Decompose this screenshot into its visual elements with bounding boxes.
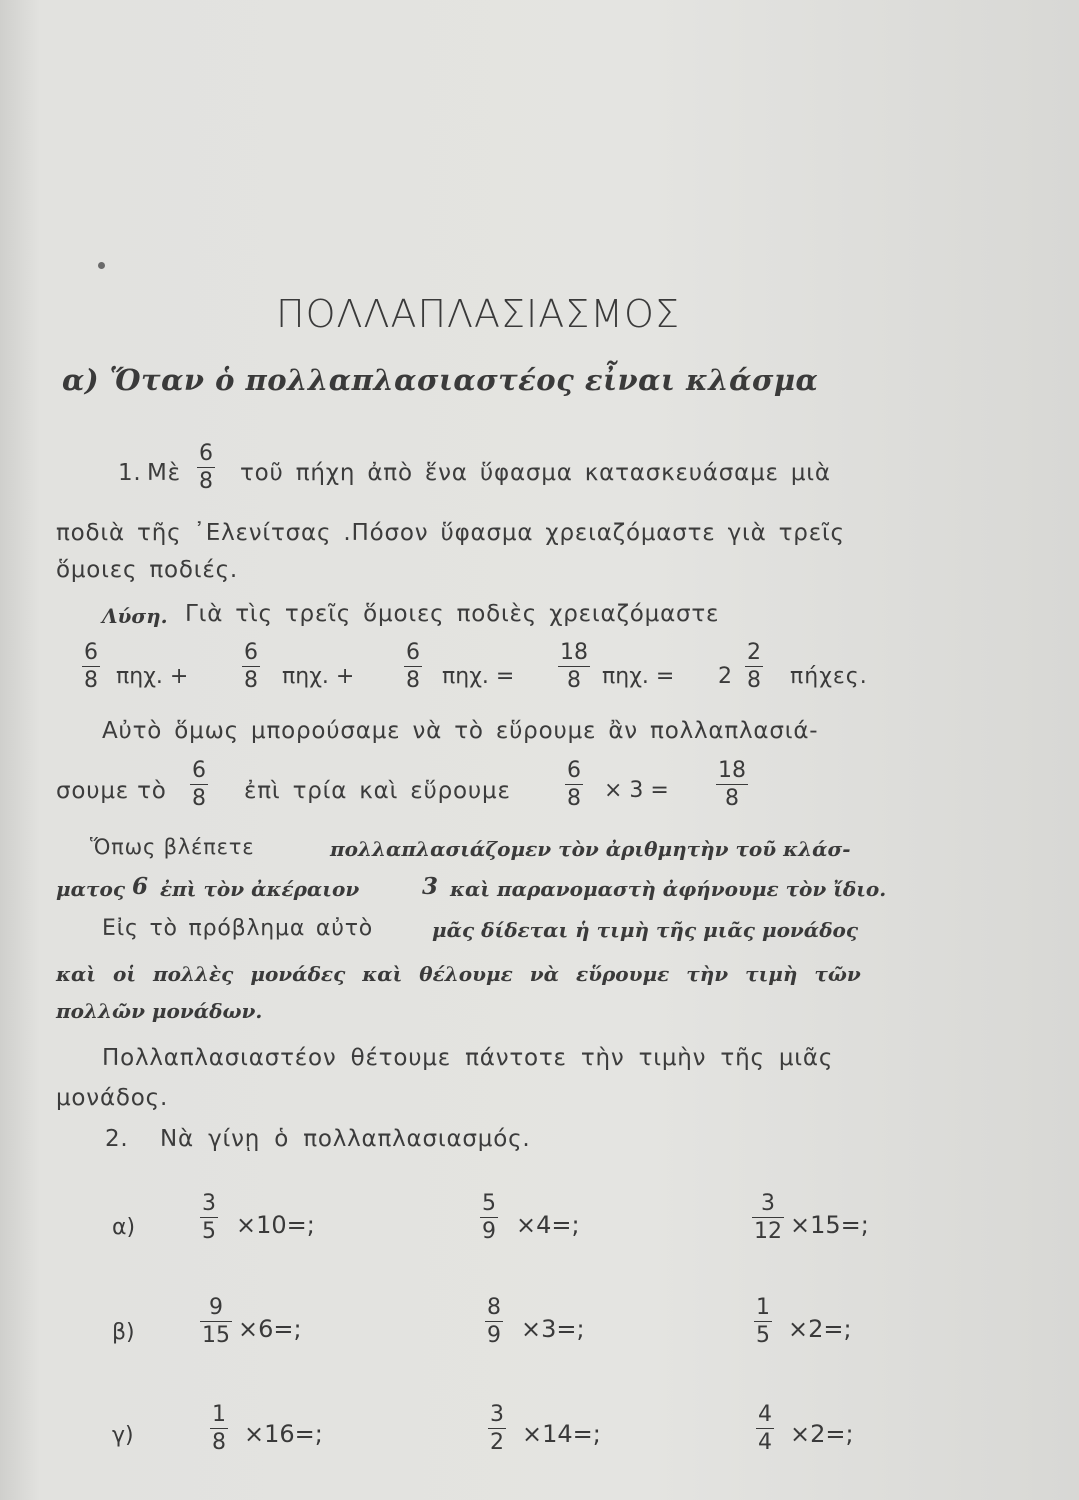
exercise-expression: ×14=; — [522, 1420, 601, 1448]
fraction — [200, 1297, 232, 1347]
fraction — [558, 642, 590, 692]
rule-emphasis: 3 — [422, 873, 439, 900]
note-text: μονάδος. — [56, 1085, 169, 1111]
denominator: 9 — [487, 1323, 501, 1348]
equation-text: × 3 = — [604, 778, 669, 803]
numerator: 18 — [718, 758, 746, 783]
unit-text: πηχ. = — [602, 664, 675, 689]
exercise-expression: ×2=; — [788, 1315, 852, 1343]
numerator: 6 — [406, 640, 420, 665]
problem-number: 2. — [105, 1126, 129, 1152]
note-text: Πολλαπλασιαστέον θέτουμε πάντοτε τὴν τιμὴν τῆς μιᾶς — [102, 1045, 834, 1071]
solution-text: Αὐτὸ ὅμως μπορούσαμε νὰ τὸ εὕρουμε ἂν πολλαπλασιά- — [102, 718, 819, 744]
fraction — [754, 1297, 772, 1347]
problem-text: ποδιὰ τῆς ᾿Ελενίτσας .Πόσον ὕφασμα χρειαζόμαστε γιὰ τρεῖς — [56, 520, 845, 546]
fraction — [485, 1297, 503, 1347]
unit-text: πηχ. + — [116, 664, 189, 689]
unit-text: πηχ. = — [442, 664, 515, 689]
exercise-expression: ×15=; — [790, 1211, 869, 1239]
fraction — [565, 760, 583, 810]
fraction — [197, 443, 215, 493]
denominator: 8 — [406, 668, 420, 693]
exercise-expression: ×16=; — [244, 1420, 323, 1448]
denominator: 8 — [747, 668, 761, 693]
numerator: 6 — [567, 758, 581, 783]
exercise-label: α) — [112, 1215, 136, 1240]
numerator: 6 — [199, 441, 213, 466]
exercise-expression: ×3=; — [521, 1315, 585, 1343]
denominator: 8 — [84, 668, 98, 693]
rule-emphasis: μᾶς δίδεται ἡ τιμὴ τῆς μιᾶς μονάδος — [432, 918, 859, 942]
rule-emphasis: πολλῶν μονάδων. — [56, 999, 263, 1023]
section-heading: α) Ὅταν ὁ πολλαπλασιαστέος εἶναι κλάσμα — [62, 363, 819, 397]
exercise-expression: ×2=; — [790, 1420, 854, 1448]
fraction — [745, 642, 763, 692]
numerator: 3 — [490, 1402, 504, 1427]
fraction — [716, 760, 748, 810]
denominator: 8 — [212, 1430, 226, 1455]
fraction — [404, 642, 422, 692]
numerator: 5 — [482, 1191, 496, 1216]
denominator: 8 — [725, 786, 739, 811]
page-title: ΠΟΛΛΑΠΛΑΣΙΑΣΜΟΣ — [276, 292, 680, 336]
fraction — [190, 760, 208, 810]
fraction — [752, 1193, 784, 1243]
fraction — [242, 642, 260, 692]
problem-text: τοῦ πήχη ἀπὸ ἕνα ὕφασμα κατασκευάσαμε μιὰ — [240, 460, 831, 486]
problem-text: ὅμοιες ποδιές. — [56, 557, 239, 583]
problem-text: Μὲ — [147, 460, 181, 486]
denominator: 12 — [754, 1219, 782, 1244]
fraction — [488, 1404, 506, 1454]
exercise-expression: ×10=; — [236, 1211, 315, 1239]
denominator: 8 — [192, 786, 206, 811]
denominator: 15 — [202, 1323, 230, 1348]
problem-number: 1. — [118, 460, 142, 486]
rule-emphasis: ματος — [56, 877, 126, 901]
denominator: 8 — [244, 668, 258, 693]
numerator: 3 — [202, 1191, 216, 1216]
denominator: 2 — [490, 1430, 504, 1455]
print-speck — [98, 262, 105, 269]
solution-text: ἐπὶ τρία καὶ εὕρουμε — [244, 778, 511, 804]
denominator: 8 — [567, 668, 581, 693]
solution-text: Γιὰ τὶς τρεῖς ὅμοιες ποδιὲς χρειαζόμαστε — [185, 601, 720, 627]
unit-text: πηχ. + — [282, 664, 355, 689]
denominator: 5 — [756, 1323, 770, 1348]
unit-text: πήχες. — [790, 664, 868, 689]
fraction — [210, 1404, 228, 1454]
numerator: 18 — [560, 640, 588, 665]
denominator: 9 — [482, 1219, 496, 1244]
numerator: 8 — [487, 1295, 501, 1320]
rule-text: Εἰς τὸ πρόβλημα αὐτὸ — [102, 916, 374, 941]
denominator: 4 — [758, 1430, 772, 1455]
numerator: 1 — [756, 1295, 770, 1320]
numerator: 1 — [212, 1402, 226, 1427]
fraction — [200, 1193, 218, 1243]
exercise-expression: ×6=; — [238, 1315, 302, 1343]
problem-text: Νὰ γίνῃ ὁ πολλαπλασιασμός. — [160, 1126, 531, 1152]
numerator: 6 — [192, 758, 206, 783]
numerator: 6 — [84, 640, 98, 665]
exercise-label: β) — [112, 1320, 135, 1345]
exercise-expression: ×4=; — [516, 1211, 580, 1239]
rule-emphasis: ἐπὶ τὸν ἀκέραιον — [160, 877, 360, 901]
fraction — [756, 1404, 774, 1454]
fraction — [480, 1193, 498, 1243]
denominator: 5 — [202, 1219, 216, 1244]
numerator: 4 — [758, 1402, 772, 1427]
rule-emphasis: καὶ οἱ πολλὲς μονάδες καὶ θέλουμε νὰ εὕρουμε τὴν τιμὴ τῶν — [56, 962, 861, 986]
exercise-label: γ) — [112, 1423, 134, 1448]
numerator: 2 — [747, 640, 761, 665]
denominator: 8 — [567, 786, 581, 811]
numerator: 9 — [209, 1295, 223, 1320]
rule-emphasis: καὶ παρανομαστὴ ἀφήνουμε τὸν ἴδιο. — [450, 877, 887, 901]
numerator: 3 — [761, 1191, 775, 1216]
solution-text: σουμε τὸ — [56, 778, 167, 804]
rule-text: Ὅπως βλέπετε — [90, 835, 255, 859]
numerator: 6 — [244, 640, 258, 665]
rule-emphasis: 6 — [132, 873, 149, 900]
solution-label: Λύση. — [102, 604, 168, 628]
fraction — [82, 642, 100, 692]
denominator: 8 — [199, 469, 213, 494]
rule-emphasis: πολλαπλασιάζομεν τὸν ἀριθμητὴν τοῦ κλάσ- — [330, 837, 851, 861]
whole-number: 2 — [718, 664, 732, 689]
